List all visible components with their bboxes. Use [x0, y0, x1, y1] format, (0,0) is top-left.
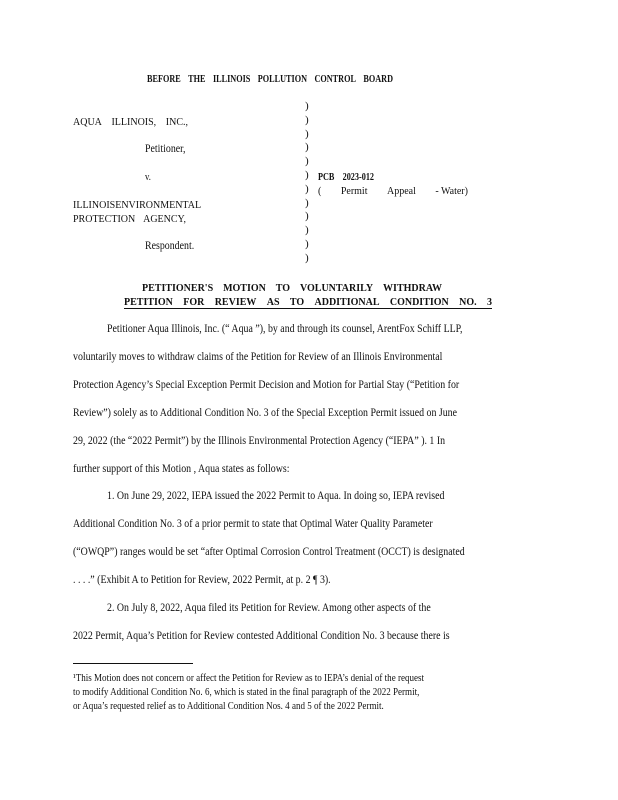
motion-title-line1: PETITIONER'S MOTION TO VOLUNTARILY WITHDRAW — [142, 283, 442, 294]
body-line: Petitioner Aqua Illinois, Inc. (“ Aqua ”), by and through its counsel, ArentFox Schiff LLP, — [107, 323, 463, 335]
body-line: . . . .” (Exhibit A to Petition for Review, 2022 Permit, at p. 2 ¶ 3). — [73, 574, 331, 586]
case-number: PCB 2023-012 — [318, 172, 375, 183]
case-type: ( Permit Appeal - Water) — [318, 186, 468, 197]
body-line: Protection Agency’s Special Exception Permit Decision and Motion for Partial Stay (“Petition for — [73, 379, 460, 391]
court-word: BEFORE — [147, 74, 181, 85]
footnote-line: to modify Additional Condition No. 6, which is stated in the final paragraph of the 2022 Permit, — [73, 687, 420, 698]
footnote-line: ¹This Motion does not concern or affect the Petition for Review as to IEPA’s denial of the request — [73, 673, 425, 684]
court-word: POLLUTION — [257, 74, 308, 85]
respondent-name-line2: PROTECTION AGENCY, — [73, 214, 186, 225]
court-word: BOARD — [363, 74, 393, 85]
body-line: Additional Condition No. 3 of a prior permit to state that Optimal Water Quality Parameter — [73, 518, 433, 530]
court-word: THE — [188, 74, 206, 85]
court-heading — [147, 74, 393, 85]
petitioner-role: Petitioner, — [145, 143, 186, 155]
petitioner-name: AQUA ILLINOIS, INC., — [73, 117, 188, 128]
body-line: (“OWQP”) ranges would be set “after Optimal Corrosion Control Treatment (OCCT) is designated — [73, 546, 465, 558]
respondent-name-line1: ILLINOIS ENVIRONMENTAL — [73, 200, 202, 211]
caption-divider: ) ) ) ) ) ) ) ) ) ) ) ) — [305, 100, 309, 264]
respondent-role: Respondent. — [145, 240, 195, 252]
footnote-line: or Aqua’s requested relief as to Additional Condition Nos. 4 and 5 of the 2022 Permit. — [73, 701, 384, 712]
footnote-separator — [73, 663, 193, 664]
motion-title-line2: PETITION FOR REVIEW AS TO ADDITIONAL CONDITION NO. 3 — [124, 297, 492, 308]
body-line: Review”) solely as to Additional Condition No. 3 of the Special Exception Permit issued on June — [73, 407, 458, 419]
body-line: voluntarily moves to withdraw claims of the Petition for Review of an Illinois Environmental — [73, 351, 443, 363]
body-line: 29, 2022 (the “2022 Permit”) by the Illinois Environmental Protection Agency (“IEPA” ). 1 In — [73, 435, 446, 447]
court-word: ILLINOIS — [212, 74, 251, 85]
versus-label: v. — [145, 172, 151, 183]
body-line: 1. On June 29, 2022, IEPA issued the 2022 Permit to Aqua. In doing so, IEPA revised — [107, 490, 445, 502]
body-line: further support of this Motion , Aqua states as follows: — [73, 463, 290, 475]
body-line: 2022 Permit, Aqua’s Petition for Review contested Additional Condition No. 3 because there is — [73, 630, 450, 642]
body-line: 2. On July 8, 2022, Aqua filed its Petition for Review. Among other aspects of the — [107, 602, 431, 614]
court-word: CONTROL — [314, 74, 356, 85]
